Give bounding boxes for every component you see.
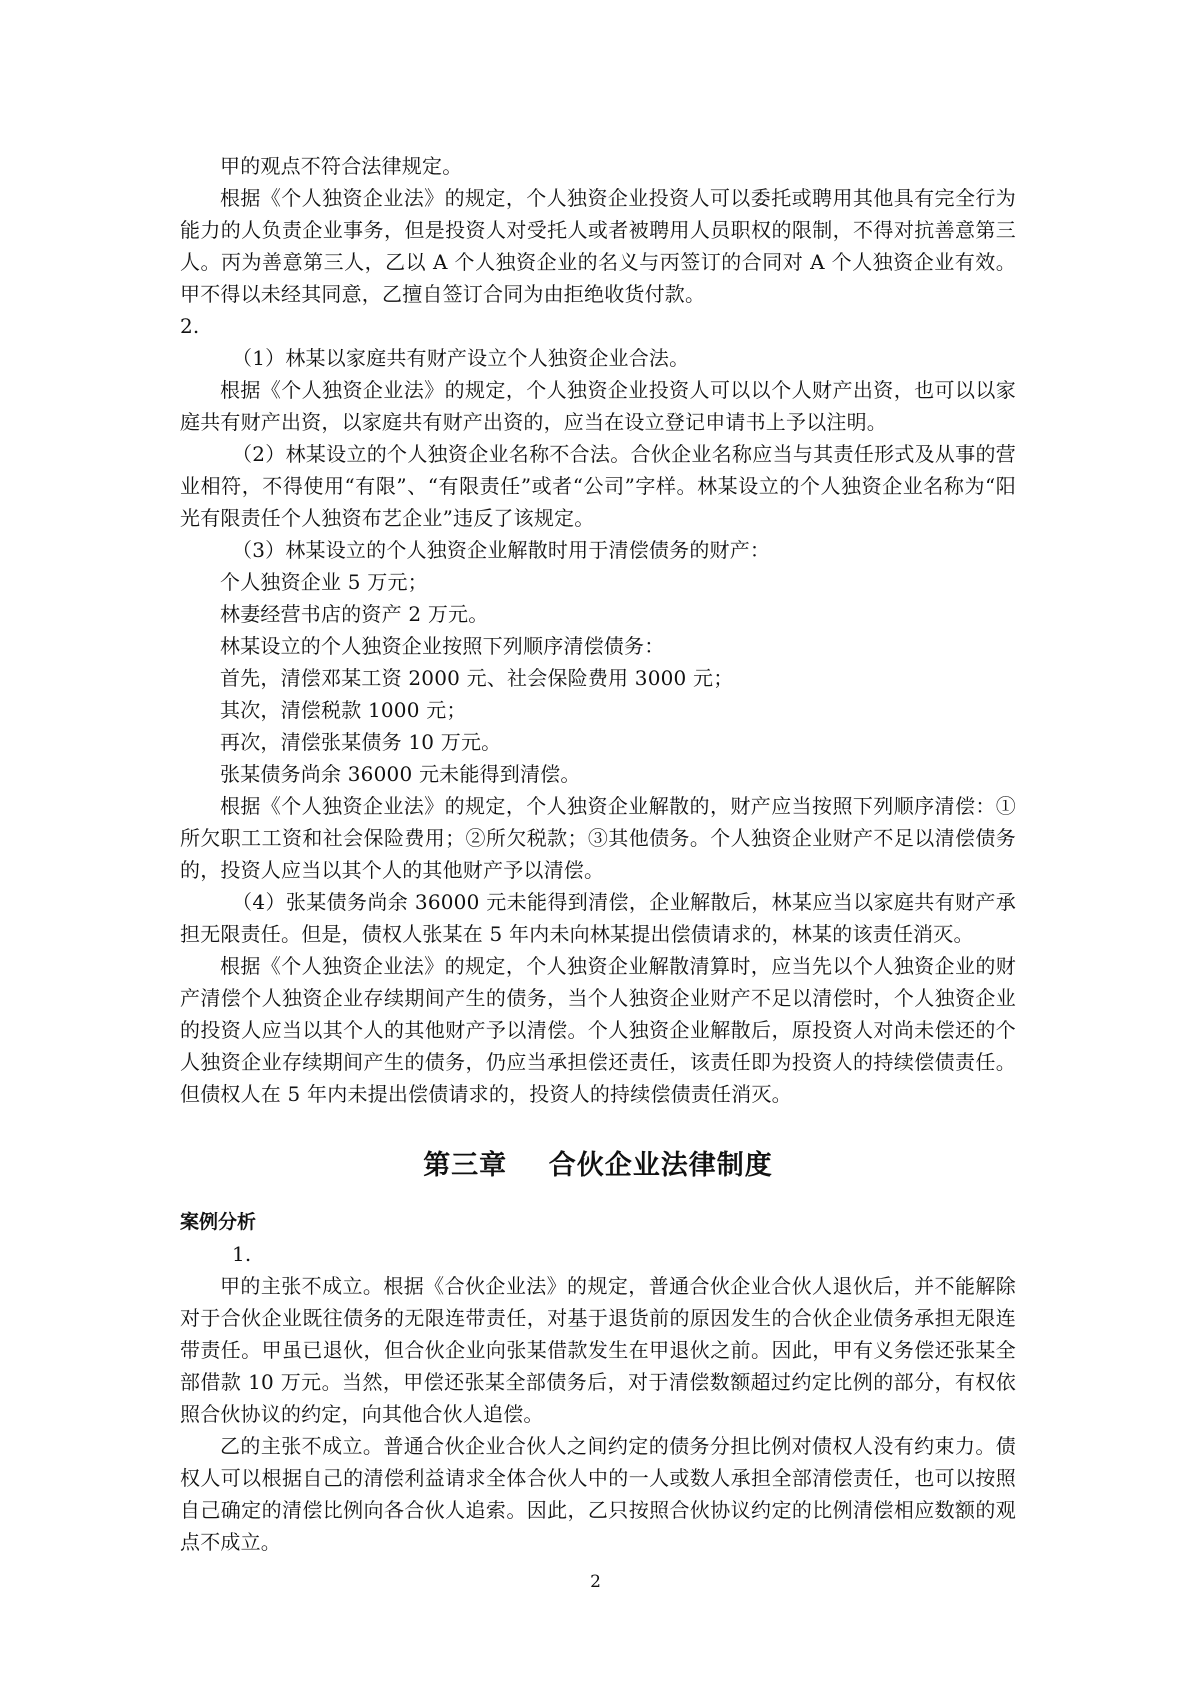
paragraph-item-4-reason: 根据《个人独资企业法》的规定，个人独资企业解散清算时，应当先以个人独资企业的财产清偿个人独资企业存续期间产生的债务，当个人独资企业财产不足以清偿时，个人独资企业的投资人应当以其个人的其他财产予以清偿。个人独资企业解散后，原投资人对尚未偿还的个人独资企业存续期间产生的债务，仍应当承担偿还责任，该责任即为投资人的持续偿债责任。但债权人在 5 年内未提出偿债请求的，投资人的持续偿债责任消灭。: [180, 954, 1016, 1106]
paragraph-conclusion-1: 甲的观点不符合法律规定。: [220, 154, 463, 178]
case-number-1: 1.: [232, 1242, 252, 1266]
paragraph-order-2: 其次，清偿税款 1000 元；: [220, 698, 467, 722]
paragraph-reason-1: 根据《个人独资企业法》的规定，个人独资企业投资人可以委托或聘用其他具有完全行为能力的人负责企业事务，但是投资人对受托人或者被聘用人员职权的限制，不得对抗善意第三人。丙为善意第三人，乙以 A 个人独资企业的名义与丙签订的合同对 A 个人独资企业有效。甲不得以未经其同意，乙擅自签订合同为由拒绝收货付款。: [180, 186, 1016, 306]
chapter-title: 第三章 合伙企业法律制度: [423, 1150, 773, 1181]
section-heading: 案例分析: [180, 1211, 257, 1233]
paragraph-item-1-reason: 根据《个人独资企业法》的规定，个人独资企业投资人可以以个人财产出资，也可以以家庭共有财产出资，以家庭共有财产出资的，应当在设立登记申请书上予以注明。: [180, 378, 1016, 434]
paragraph-item-3: （3）林某设立的个人独资企业解散时用于清偿债务的财产：: [232, 538, 771, 562]
paragraph-item-4: （4）张某债务尚余 36000 元未能得到清偿，企业解散后，林某应当以家庭共有财产承担无限责任。但是，债权人张某在 5 年内未向林某提出偿债请求的，林某的该责任消灭。: [180, 890, 1016, 946]
paragraph-item-3-reason: 根据《个人独资企业法》的规定，个人独资企业解散的，财产应当按照下列顺序清偿：①所欠职工工资和社会保险费用；②所欠税款；③其他债务。个人独资企业财产不足以清偿债务的，投资人应当以其个人的其他财产予以清偿。: [180, 794, 1016, 882]
paragraph-order-1: 首先，清偿邓某工资 2000 元、社会保险费用 3000 元；: [220, 666, 734, 690]
paragraph-item-1: （1）林某以家庭共有财产设立个人独资企业合法。: [232, 346, 690, 370]
paragraph-case-1-b: 乙的主张不成立。普通合伙企业合伙人之间约定的债务分担比例对债权人没有约束力。债权人可以根据自己的清偿利益请求全体合伙人中的一人或数人承担全部清偿责任，也可以按照自己确定的清偿比例向各合伙人追索。因此，乙只按照合伙协议约定的比例清偿相应数额的观点不成立。: [180, 1434, 1016, 1554]
paragraph-asset-1: 个人独资企业 5 万元；: [220, 570, 428, 594]
document-body: [180, 150, 1016, 1558]
paragraph-order-intro: 林某设立的个人独资企业按照下列顺序清偿债务：: [220, 634, 665, 658]
paragraph-case-1-a: 甲的主张不成立。根据《合伙企业法》的规定，普通合伙企业合伙人退伙后，并不能解除对于合伙企业既往债务的无限连带责任，对基于退货前的原因发生的合伙企业债务承担无限连带责任。甲虽已退伙，但合伙企业向张某借款发生在甲退伙之前。因此，甲有义务偿还张某全部借款 10 万元。当然，甲偿还张某全部债务后，对于清偿数额超过约定比例的部分，有权依照合伙协议的约定，向其他合伙人追偿。: [180, 1274, 1016, 1426]
paragraph-item-2: （2）林某设立的个人独资企业名称不合法。合伙企业名称应当与其责任形式及从事的营业相符，不得使用“有限”、“有限责任”或者“公司”字样。林某设立的个人独资企业名称为“阳光有限责任个人独资布艺企业”违反了该规定。: [180, 442, 1016, 530]
page-number: 2: [590, 1572, 601, 1592]
paragraph-asset-2: 林妻经营书店的资产 2 万元。: [220, 602, 489, 626]
question-number-2: 2.: [180, 314, 200, 338]
paragraph-remaining-debt: 张某债务尚余 36000 元未能得到清偿。: [220, 762, 581, 786]
paragraph-order-3: 再次，清偿张某债务 10 万元。: [220, 730, 502, 754]
